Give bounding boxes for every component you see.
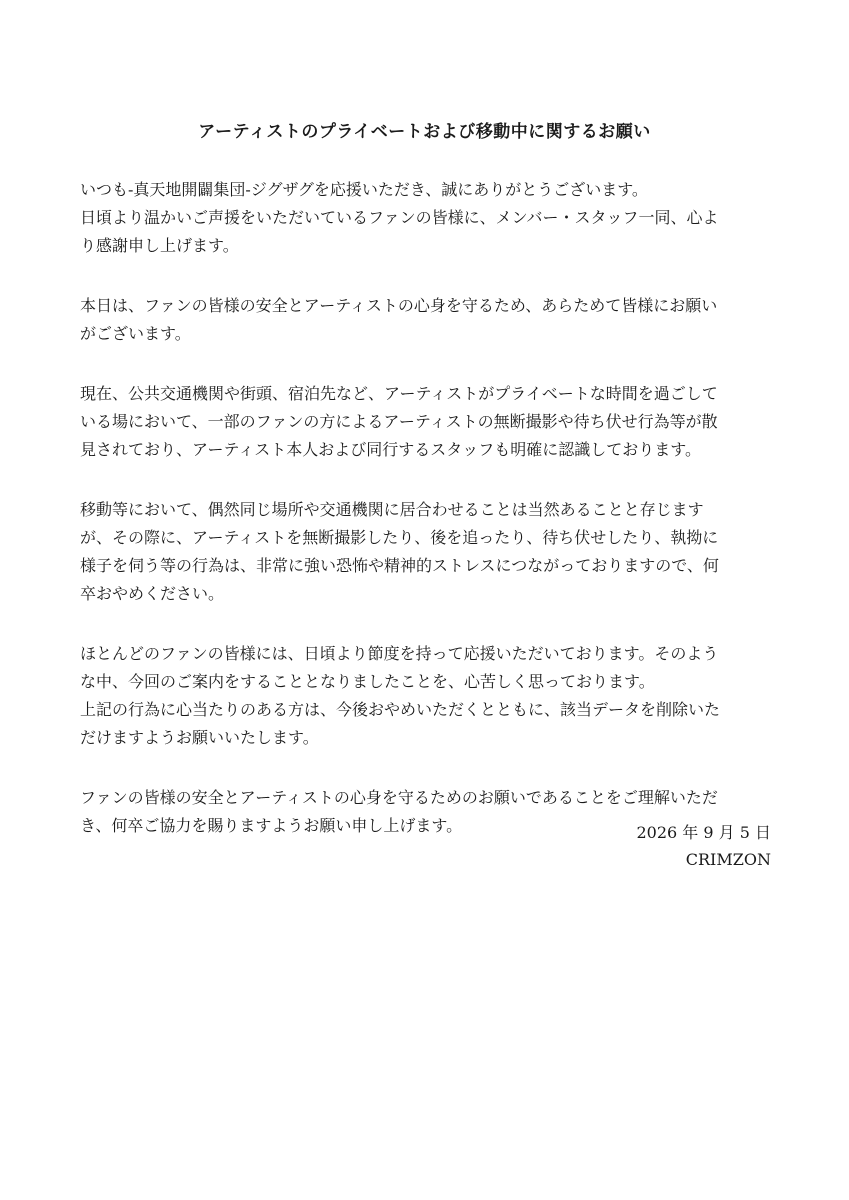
text-line: が、その際に、アーティストを無断撮影したり、後を追ったり、待ち伏せしたり、執拗に bbox=[80, 528, 719, 547]
text-line: な中、今回のご案内をすることとなりましたことを、心苦しく思っております。 bbox=[80, 672, 655, 691]
text-line: ファンの皆様の安全とアーティストの心身を守るためのお願いであることをご理解いただ bbox=[80, 788, 718, 807]
text-line: 見されており、アーティスト本人および同行するスタッフも明確に認識しております。 bbox=[80, 440, 701, 459]
paragraph-prohibited-acts bbox=[80, 496, 780, 608]
text-line: だけますようお願いいたします。 bbox=[80, 728, 319, 747]
document-date: 2026 年 9 月 5 日 bbox=[636, 823, 771, 842]
text-line: 様子を伺う等の行為は、非常に強い恐怖や精神的ストレスにつながっておりますので、何 bbox=[80, 556, 719, 575]
paragraph-current-situation bbox=[80, 380, 780, 464]
text-line: 日頃より温かいご声援をいただいているファンの皆様に、メンバー・スタッフ一同、心よ bbox=[80, 208, 719, 227]
document-title: アーティストのプライベートおよび移動中に関するお願い bbox=[198, 122, 651, 142]
paragraph-fan-appreciation bbox=[80, 640, 780, 752]
text-line: 移動等において、偶然同じ場所や交通機関に居合わせることは当然あることと存じます bbox=[80, 500, 704, 519]
text-line: いつも-真天地開闢集団-ジグザグを応援いただき、誠にありがとうございます。 bbox=[80, 180, 648, 199]
text-line: がございます。 bbox=[80, 324, 191, 343]
signatory-name: CRIMZON bbox=[685, 850, 771, 869]
text-line: 卒おやめください。 bbox=[80, 584, 225, 603]
text-line: 本日は、ファンの皆様の安全とアーティストの心身を守るため、あらためて皆様にお願い bbox=[80, 296, 718, 315]
paragraph-greeting bbox=[80, 176, 780, 260]
text-line: 上記の行為に心当たりのある方は、今後おやめいただくとともに、該当データを削除いた bbox=[80, 700, 721, 719]
paragraph-request-intro bbox=[80, 292, 780, 348]
signature-block bbox=[636, 819, 771, 873]
text-line: 現在、公共交通機関や街頭、宿泊先など、アーティストがプライベートな時間を過ごして bbox=[80, 384, 718, 403]
text-line: いる場において、一部のファンの方によるアーティストの無断撮影や待ち伏せ行為等が散 bbox=[80, 412, 718, 431]
text-line: ほとんどのファンの皆様には、日頃より節度を持って応援いただいております。そのよう bbox=[80, 644, 719, 663]
document-body bbox=[80, 176, 780, 872]
text-line: り感謝申し上げます。 bbox=[80, 236, 239, 255]
text-line: き、何卒ご協力を賜りますようお願い申し上げます。 bbox=[80, 816, 463, 835]
